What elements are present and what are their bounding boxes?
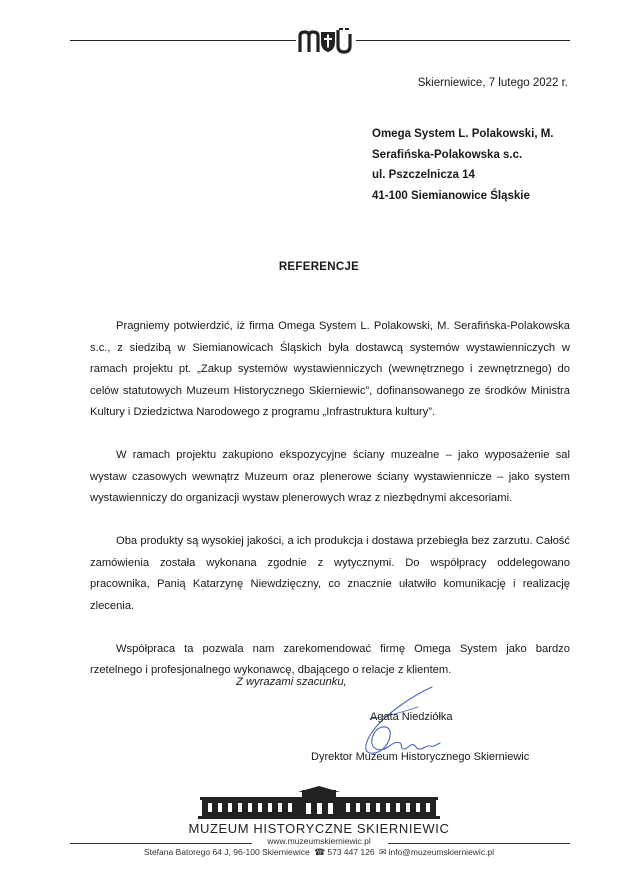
museum-building-icon (198, 786, 440, 820)
footer-contact (0, 847, 638, 858)
recipient-line: ul. Pszczelnicza 14 (372, 169, 475, 181)
museum-monogram-icon (298, 26, 354, 54)
closing-salutation: Z wyrazami szacunku, (236, 676, 347, 688)
recipient-line: 41-100 Siemianowice Śląskie (372, 189, 530, 202)
header-rule-left (70, 40, 296, 41)
body-paragraph: Pragniemy potwierdzić, iż firma Omega System L. Polakowski, M. Serafińska-Polakowska s.c., z siedzibą w Siemianowicach Śląskich była dostawcą systemów wystawienniczych w ramach projektu pt. „Zakup systemów wystawienniczych (wewnętrznego i zewnętrznego) do celów statutowych Muzeum Historycznego Skierniewic”, dofinansowanego ze środków Ministra Kultury i Dziedzictwa Narodowego z programu „Infrastruktura kultury”. (90, 320, 570, 418)
body-paragraph: Współpraca ta pozwala nam zarekomendować firmę Omega System jako bardzo rzetelnego i profesjonalnego wykonawcę, dbającego o relacje z klientem. (90, 642, 570, 676)
phone-icon: ☎ (314, 847, 326, 857)
footer-address: Stefana Batorego 64 J, 96-100 Skierniewice (143, 847, 310, 857)
signer-name: Agata Niedziółka (370, 711, 453, 723)
email-icon: ✉ (379, 847, 387, 857)
signer-role: Dyrektor Muzeum Historycznego Skierniewic (311, 751, 530, 763)
body-paragraph: Oba produkty są wysokiej jakości, a ich produkcja i dostawa przebiegła bez zarzutu. Całość zamówienia została wykonana zgodnie z wytycznymi. Do współpracy oddelegowano pracownika, Panią Katarzynę Niewdzięczny, co znacznie ułatwiło komunikację i realizację zlecenia. (90, 535, 570, 612)
letter-date: Skierniewice, 7 lutego 2022 r. (417, 77, 568, 89)
footer-phone: 573 447 126 (327, 847, 375, 857)
recipient-line: Omega System L. Polakowski, M. (372, 128, 554, 140)
letter-body (90, 316, 570, 703)
letter-title: REFERENCJE (278, 261, 360, 273)
body-paragraph: W ramach projektu zakupiono ekspozycyjne ściany muzealne – jako wyposażenie sal wystaw czasowych wewnątrz Muzeum oraz plenerowe ściany wystawiennicze – jako system wystawienniczy do organizacji wystaw plenerowych wraz z niezbędnymi akcesoriami. (90, 449, 570, 504)
recipient-line: Serafińska-Polakowska s.c. (372, 148, 523, 161)
footer-email[interactable]: info@muzeumskierniewic.pl (388, 847, 495, 857)
website-link[interactable]: www.muzeumskierniewic.pl (267, 836, 371, 846)
museum-name: MUZEUM HISTORYCZNE SKIERNIEWIC (188, 821, 450, 836)
recipient-address (372, 124, 554, 206)
header-rule-right (356, 40, 570, 41)
